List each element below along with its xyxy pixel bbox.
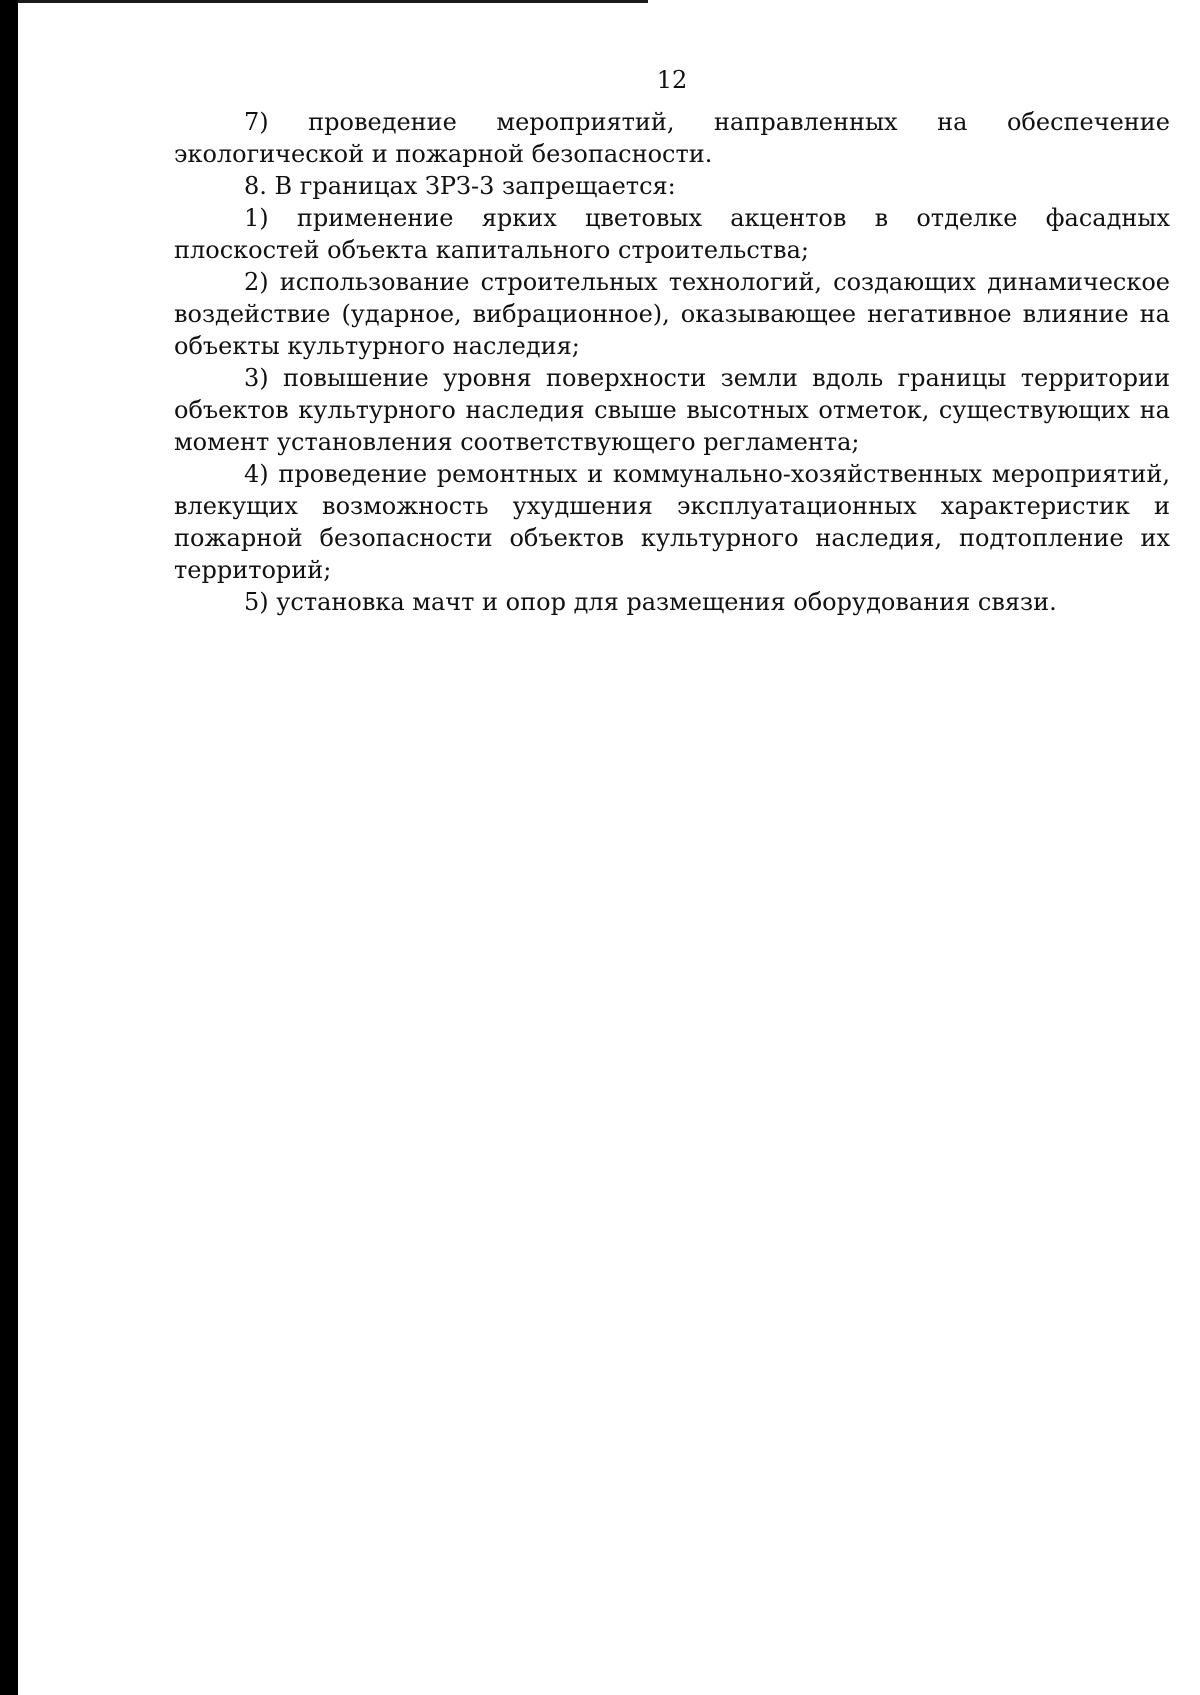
- scan-border-top: [18, 0, 648, 3]
- paragraph-item-5: 5) установка мачт и опор для размещения оборудования связи.: [244, 588, 1057, 616]
- paragraph-item-7: 7) проведение мероприятий, направленных на обеспечение экологической и пожарной безопасности.: [174, 108, 1170, 168]
- page-number: 12: [656, 66, 688, 94]
- scan-border-left: [0, 0, 18, 1695]
- paragraph-item-1: 1) применение ярких цветовых акцентов в отделке фасадных плоскостей объекта капитального строительства;: [174, 204, 1170, 264]
- paragraph-item-3: 3) повышение уровня поверхности земли вдоль границы территории объектов культурного наследия свыше высотных отметок, существующих на момент установления соответствующего регламента;: [174, 364, 1170, 456]
- paragraph-item-4: 4) проведение ремонтных и коммунально-хозяйственных мероприятий, влекущих возможность ухудшения эксплуатационных характеристик и пожарной безопасности объектов культурного наследия, подтопление их территорий;: [174, 460, 1170, 584]
- paragraph-item-2: 2) использование строительных технологий, создающих динамическое воздействие (ударное, вибрационное), оказывающее негативное влияние на объекты культурного наследия;: [174, 268, 1170, 360]
- document-page: [174, 64, 1170, 618]
- section-8-heading: 8. В границах ЗРЗ-3 запрещается:: [244, 172, 676, 200]
